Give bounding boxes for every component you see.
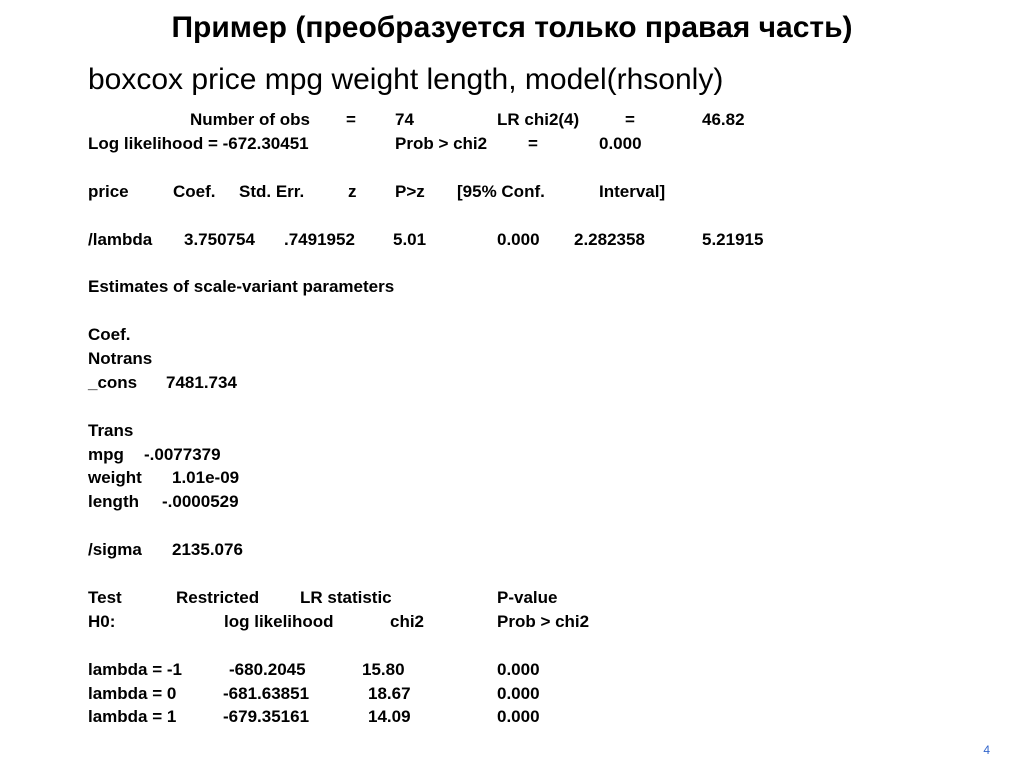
coef-header-coef: Coef. bbox=[173, 182, 216, 201]
notrans-label: Notrans bbox=[88, 349, 153, 368]
test-header-test: Test bbox=[88, 588, 122, 607]
coef-header-z: z bbox=[348, 182, 357, 201]
log-likelihood-label: Log likelihood = -672.30451 bbox=[88, 134, 309, 153]
trans-label: Trans bbox=[88, 421, 134, 440]
slide-title: Пример (преобразуется только правая часть) bbox=[171, 11, 853, 44]
coef-header-stderr: Std. Err. bbox=[239, 182, 305, 201]
nobs-value: 74 bbox=[395, 110, 414, 129]
test-row-chi2: 15.80 bbox=[362, 660, 405, 679]
test-header-pvalue: P-value bbox=[497, 588, 558, 607]
mpg-value: -.0077379 bbox=[144, 445, 221, 464]
lambda-label: /lambda bbox=[88, 230, 153, 249]
cons-value: 7481.734 bbox=[166, 373, 237, 392]
test-row-ll: -681.63851 bbox=[223, 684, 310, 703]
page-number: 4 bbox=[983, 743, 990, 757]
prob-chi2-equals: = bbox=[528, 134, 538, 153]
length-label: length bbox=[88, 492, 139, 511]
coef-header-pz: P>z bbox=[395, 182, 425, 201]
weight-value: 1.01e-09 bbox=[172, 468, 240, 487]
test-row-p: 0.000 bbox=[497, 660, 540, 679]
lambda-conf-low: 2.282358 bbox=[574, 230, 645, 249]
cons-label: _cons bbox=[88, 373, 138, 392]
lr-chi2-value: 46.82 bbox=[702, 110, 745, 129]
nobs-label: Number of obs bbox=[190, 110, 310, 129]
scale-variant-coef-label: Coef. bbox=[88, 325, 131, 344]
lambda-z: 5.01 bbox=[393, 230, 427, 249]
coef-header-interval: Interval] bbox=[599, 182, 666, 201]
prob-chi2-label: Prob > chi2 bbox=[395, 134, 488, 153]
lambda-conf-high: 5.21915 bbox=[702, 230, 764, 249]
scale-variant-heading: Estimates of scale-variant parameters bbox=[88, 277, 395, 296]
test-header-restricted: Restricted bbox=[176, 588, 260, 607]
stata-command: boxcox price mpg weight length, model(rhsonly) bbox=[88, 63, 724, 96]
sigma-value: 2135.076 bbox=[172, 540, 243, 559]
test-row-lambda-label: lambda = 1 bbox=[88, 707, 177, 726]
test-row-chi2: 14.09 bbox=[368, 707, 411, 726]
coef-header-conf: [95% Conf. bbox=[457, 182, 545, 201]
mpg-label: mpg bbox=[88, 445, 124, 464]
nobs-equals: = bbox=[346, 110, 356, 129]
test-header-h0: H0: bbox=[88, 612, 116, 631]
test-header-log-likelihood: log likelihood bbox=[224, 612, 334, 631]
test-row-p: 0.000 bbox=[497, 684, 540, 703]
test-header-chi2: chi2 bbox=[390, 612, 425, 631]
test-row-ll: -679.35161 bbox=[223, 707, 310, 726]
test-row-ll: -680.2045 bbox=[229, 660, 306, 679]
lambda-stderr: .7491952 bbox=[284, 230, 355, 249]
sigma-label: /sigma bbox=[88, 540, 142, 559]
test-row-p: 0.000 bbox=[497, 707, 540, 726]
coef-header-price: price bbox=[88, 182, 129, 201]
lambda-p: 0.000 bbox=[497, 230, 540, 249]
test-row-chi2: 18.67 bbox=[368, 684, 411, 703]
test-row-lambda-label: lambda = -1 bbox=[88, 660, 183, 679]
lambda-coef: 3.750754 bbox=[184, 230, 255, 249]
test-header-lr-statistic: LR statistic bbox=[300, 588, 392, 607]
test-row-lambda-label: lambda = 0 bbox=[88, 684, 177, 703]
prob-chi2-value: 0.000 bbox=[599, 134, 642, 153]
weight-label: weight bbox=[88, 468, 142, 487]
length-value: -.0000529 bbox=[162, 492, 239, 511]
lr-chi2-label: LR chi2(4) bbox=[497, 110, 580, 129]
test-header-prob-chi2: Prob > chi2 bbox=[497, 612, 590, 631]
lr-chi2-equals: = bbox=[625, 110, 635, 129]
